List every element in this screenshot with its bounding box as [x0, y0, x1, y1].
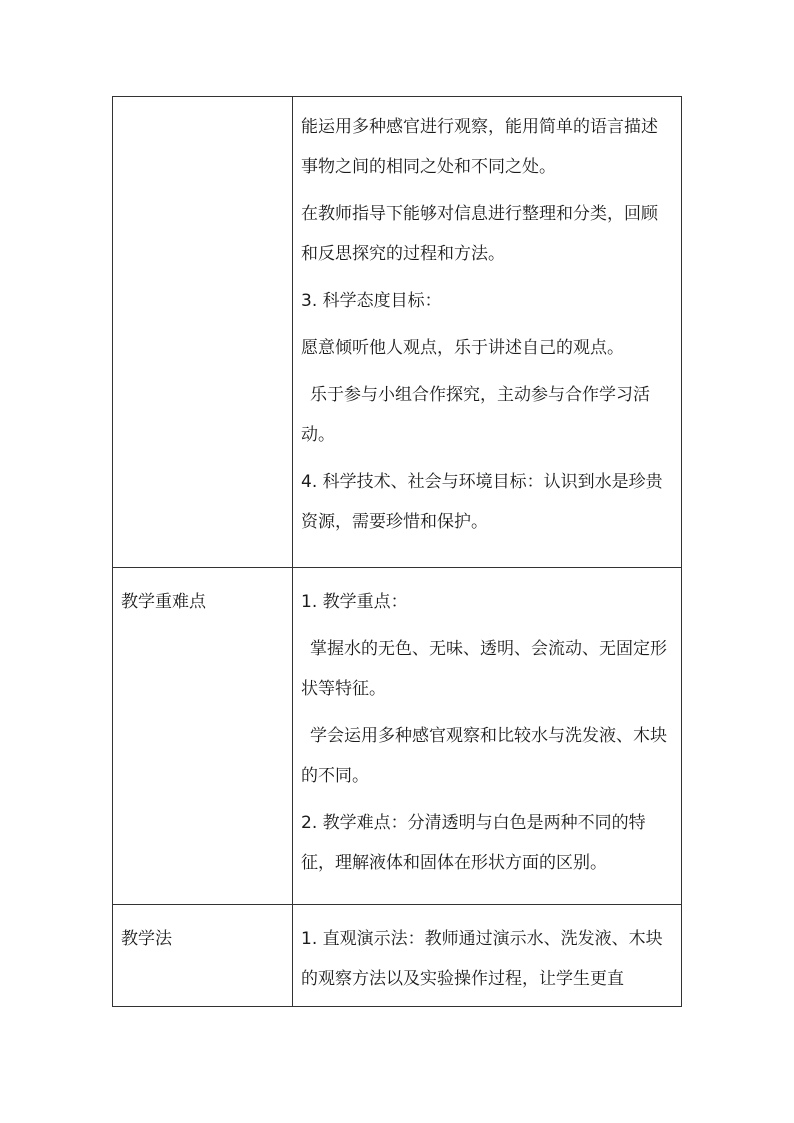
key-point-compare: 学会运用多种感官观察和比较水与洗发液、木块的不同。 — [301, 726, 667, 786]
row-label-cell — [113, 568, 293, 905]
lesson-plan-table — [112, 96, 682, 1007]
row-label-cell — [113, 97, 293, 568]
objective-observation-text: 能运用多种感官进行观察，能用简单的语言描述事物之间的相同之处和不同之处。 — [301, 117, 658, 177]
attitude-listen-text: 愿意倾听他人观点，乐于讲述自己的观点。 — [301, 338, 624, 358]
row-label-cell — [113, 905, 293, 1007]
table-row-objectives — [113, 97, 682, 568]
difficult-point-text: 2. 教学难点：分清透明与白色是两种不同的特征，理解液体和固体在形状方面的区别。 — [301, 813, 646, 873]
key-point-heading: 1. 教学重点： — [301, 592, 408, 612]
row-content-cell — [293, 97, 682, 568]
attitude-goal-heading: 3. 科学态度目标： — [301, 291, 442, 311]
stse-goal-text: 4. 科学技术、社会与环境目标：认识到水是珍贵资源，需要珍惜和保护。 — [301, 472, 663, 532]
row-label: 教学重难点 — [121, 592, 206, 612]
key-point-water-features: 掌握水的无色、无味、透明、会流动、无固定形状等特征。 — [301, 639, 667, 699]
attitude-cooperate-text: 乐于参与小组合作探究，主动参与合作学习活动。 — [301, 385, 650, 445]
table-row-teaching-method — [113, 905, 682, 1007]
objective-organize-text: 在教师指导下能够对信息进行整理和分类，回顾和反思探究的过程和方法。 — [301, 204, 658, 264]
row-content-cell — [293, 568, 682, 905]
row-label: 教学法 — [121, 929, 172, 949]
table-row-key-difficult-points — [113, 568, 682, 905]
method-demonstration-text: 1. 直观演示法：教师通过演示水、洗发液、木块的观察方法以及实验操作过程，让学生更直 — [301, 929, 663, 989]
row-content-cell — [293, 905, 682, 1007]
